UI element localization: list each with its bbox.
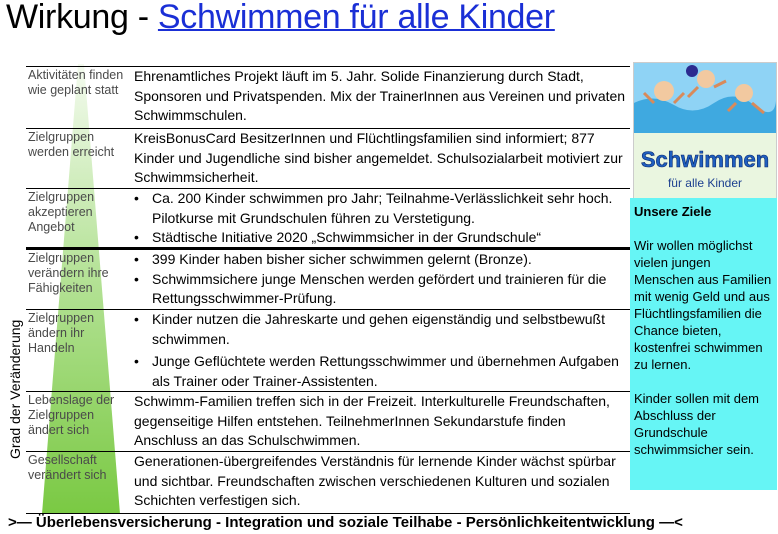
row-text: Generationen-übergreifendes Verständnis für lernende Kinder wächst spürbar und sichtbar. Freundschaften zwischen verschiedenen Kulturen und sozialen Schichten verfestigen sich.: [134, 453, 616, 508]
row-bullets: [134, 250, 630, 309]
table-row: [26, 451, 630, 514]
bullet-item: • Städtische Initiative 2020 „Schwimmsicher in der Grundschule“: [150, 228, 630, 248]
table-row: [26, 247, 630, 310]
bullet-item: • Kinder nutzen die Jahreskarte und gehen eigenständig und selbstbewußt schwimmen.: [150, 310, 630, 349]
row-label: Gesellschaft verändert sich: [28, 453, 107, 482]
row-label: Zielgruppen verändern ihre Fähigkeiten: [28, 251, 109, 295]
logo-word-kinder: für alle Kinder: [667, 176, 743, 190]
footer-summary: >— Überlebensversicherung - Integration und soziale Teilhabe - Persönlichkeitentwicklung —<: [8, 514, 683, 531]
row-bullets: [134, 189, 630, 248]
bullet-item: • Junge Geflüchtete werden Rettungsschwimmer und übernehmen Aufgaben als Trainer oder Trainer-Assistenten.: [150, 352, 630, 391]
bullet-item: • 399 Kinder haben bisher sicher schwimmen gelernt (Bronze).: [150, 250, 630, 270]
row-text: Ehrenamtliches Projekt läuft im 5. Jahr. Solide Finanzierung durch Stadt, Sponsoren und Privatspenden. Mix der TrainerInnen aus Vereinen und privaten Schwimmschulen.: [134, 68, 626, 123]
row-label: Zielgruppen akzeptieren Angebot: [28, 190, 95, 234]
row-text: KreisBonusCard BesitzerInnen und Flüchtlingsfamilien sind informiert; 877 Kinder und Jugendliche sind bisher angemeldet. Schulsozialarbeit motiviert zur Schwimmsicherheit.: [134, 130, 623, 185]
row-label: Lebenslage der Zielgruppen ändert sich: [28, 393, 115, 437]
table-row: [26, 391, 630, 452]
table-row: [26, 309, 630, 393]
logo-word-schwimmen: Schwimmen: [640, 147, 770, 172]
row-text: Schwimm-Familien treffen sich in der Freizeit. Interkulturelle Freundschaften, gegenseitige Hilfen entstehen. TeilnehmerInnen Sekundarstufe finden Anschluss an das Schulschwimmen.: [134, 393, 610, 448]
table-row: [26, 128, 630, 189]
row-bullets: [134, 310, 630, 391]
bullet-item: • Ca. 200 Kinder schwimmen pro Jahr; Teilnahme-Verlässlichkeit sehr hoch. Pilotkurse mit Grundschulen führen zu Verstetigung.: [150, 189, 630, 228]
goals-paragraph: Wir wollen möglichst vielen jungen Menschen aus Familien mit wenig Geld und aus Flüchtlingsfamilien die Chance bieten, kostenfrei schwimmen zu lernen.: [634, 238, 772, 372]
table-row: [26, 188, 630, 249]
title-link[interactable]: Schwimmen für alle Kinder: [157, 0, 555, 36]
row-label: Aktivitäten finden wie geplant statt: [28, 68, 124, 97]
table-row: [26, 66, 630, 129]
title-prefix: Wirkung -: [6, 0, 158, 36]
bullet-item: • Schwimmsichere junge Menschen werden gefördert und trainieren für die Rettungsschwimmer-Prüfung.: [150, 270, 630, 309]
y-axis-label: Grad der Veränderung: [7, 319, 23, 459]
page-title: [6, 0, 555, 37]
row-label: Zielgruppen werden erreicht: [28, 130, 115, 159]
goals-heading: Unsere Ziele: [634, 204, 712, 219]
project-logo-image: [633, 62, 777, 200]
goals-paragraph: Kinder sollen mit dem Abschluss der Grundschule schwimmsicher sein.: [634, 391, 759, 457]
row-label: Zielgruppen ändern ihr Handeln: [28, 311, 95, 355]
goals-box: [630, 198, 777, 490]
